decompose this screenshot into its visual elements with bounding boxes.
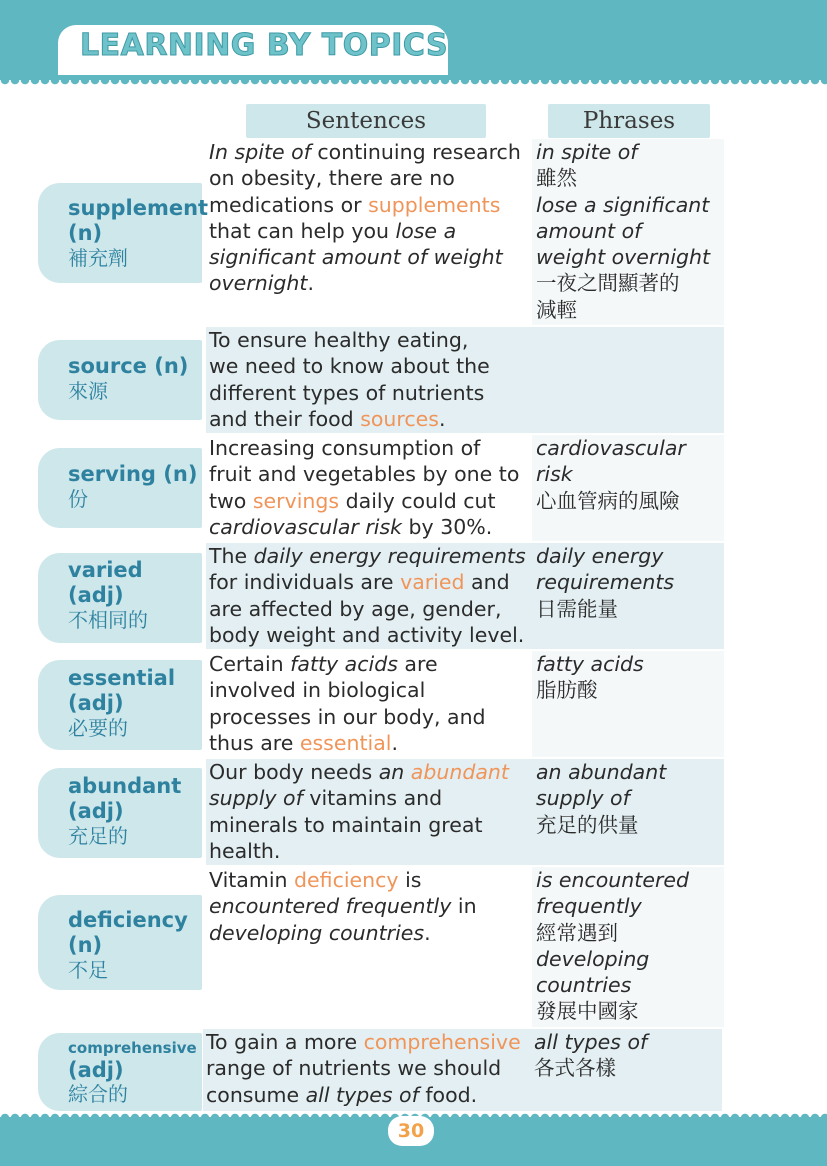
keyword: sources xyxy=(360,406,439,431)
vocab-word: serving (n) 份 xyxy=(68,462,198,511)
phrases-cell: all types of 各式各樣 xyxy=(530,1029,722,1111)
example-sentence: Our body needs an abundant supply of vitamins and minerals to maintain great health. xyxy=(206,759,533,865)
phrases-cell: an abundant supply of 充足的供量 xyxy=(532,759,724,865)
vocab-word: varied (adj) 不相同的 xyxy=(68,558,148,632)
phrases-column-header: Phrases xyxy=(548,104,710,138)
example-sentence: To ensure healthy eating, we need to know about the different types of nutrients and their food sources. xyxy=(206,327,533,433)
keyword: deficiency xyxy=(294,868,399,892)
phrases-cell: daily energy requirements 日需能量 xyxy=(532,543,724,649)
vocab-word: essential (adj) 必要的 xyxy=(68,666,176,740)
vocab-word: supplement (n) 補充劑 xyxy=(68,196,209,270)
vocab-word: deficiency (n) 不足 xyxy=(68,908,188,982)
keyword: varied xyxy=(400,570,465,595)
phrases-cell xyxy=(532,327,724,433)
example-sentence: In spite of continuing research on obesity, there are no medications or supplements that can help you lose a significant amount of weight overnight. xyxy=(209,140,521,296)
example-sentence: Certain fatty acids are involved in biological processes in our body, and thus are essential. xyxy=(209,652,486,755)
page-title: LEARNING BY TOPICS xyxy=(80,28,449,63)
keyword: servings xyxy=(252,488,340,513)
keyword: supplements xyxy=(368,192,501,217)
sentences-column-header: Sentences xyxy=(246,104,486,138)
phrases-cell: is encountered frequently 經常遇到 developing countries 發展中國家 xyxy=(532,867,724,1027)
keyword: essential xyxy=(299,730,392,755)
header-scallop xyxy=(0,80,827,90)
vocab-word: abundant (adj) 充足的 xyxy=(68,774,182,848)
keyword: comprehensive xyxy=(363,1030,521,1054)
vocab-word: comprehensive (adj) 綜合的 xyxy=(68,1039,197,1106)
phrases-cell: cardiovascular risk 心血管病的風險 xyxy=(532,435,724,541)
phrases-cell: in spite of 雖然 lose a significant amount of weight overnight 一夜之間顯著的 減輕 xyxy=(532,139,724,325)
keyword: abundant xyxy=(410,760,509,784)
example-sentence: Vitamin deficiency is encountered frequently in developing countries. xyxy=(209,868,477,945)
page-number: 30 xyxy=(388,1116,434,1146)
vocab-word: source (n) 來源 xyxy=(68,354,189,403)
example-sentence: To gain a more comprehensive range of nutrients we should consume all types of food. xyxy=(203,1029,530,1111)
example-sentence: Increasing consumption of fruit and vegetables by one to two servings daily could cut cardiovascular risk by 30%. xyxy=(209,436,520,539)
example-sentence: The daily energy requirements for individuals are varied and are affected by age, gender, body weight and activity level. xyxy=(206,543,533,649)
phrases-cell: fatty acids 脂肪酸 xyxy=(532,651,724,757)
